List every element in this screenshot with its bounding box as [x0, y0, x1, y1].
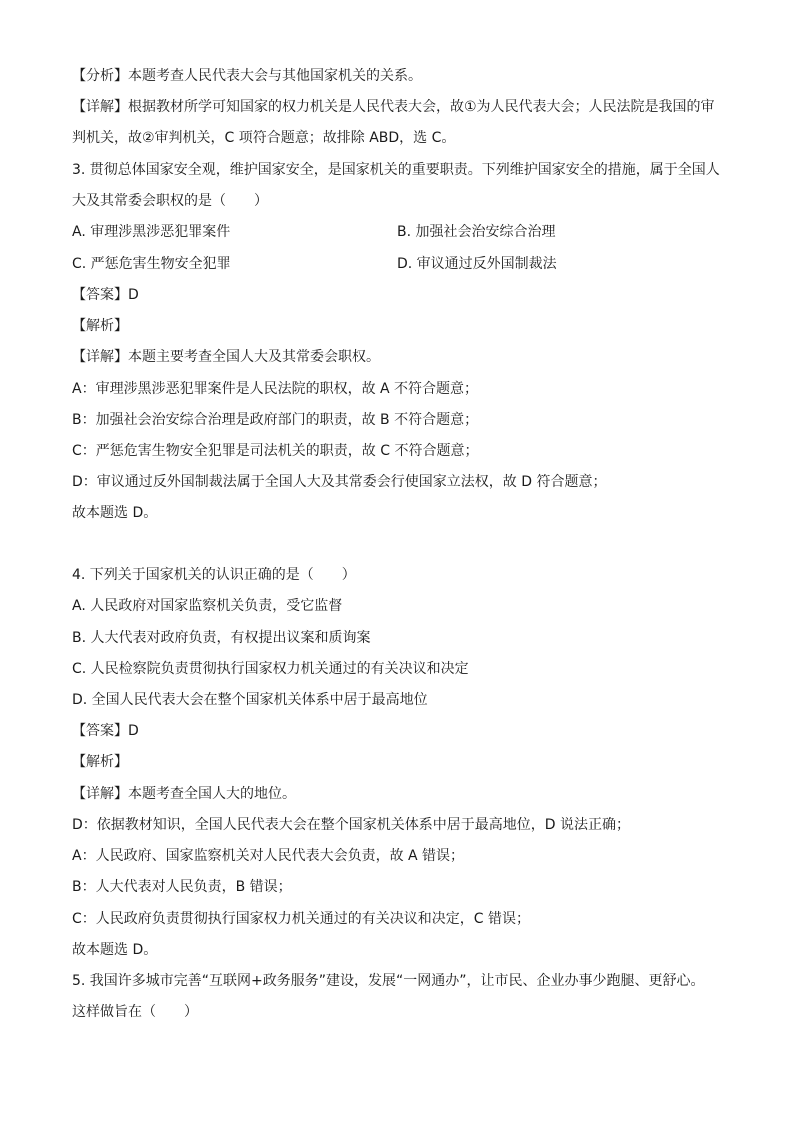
q3-detail-intro: 【详解】本题主要考查全国人大及其常委会职权。	[72, 349, 380, 365]
q3-detail-c: C：严惩危害生物安全犯罪是司法机关的职责，故 C 不符合题意；	[72, 443, 479, 459]
q5-stem-line: 这样做旨在（ ）	[72, 1004, 198, 1020]
q3-analysis-heading: 【解析】	[72, 318, 128, 334]
q3-option-c: C. 严惩危害生物安全犯罪	[72, 256, 231, 272]
q4-detail-b: B：人大代表对人民负责，B 错误；	[72, 879, 292, 895]
q4-detail-c: C：人民政府负责贯彻执行国家权力机关通过的有关决议和决定，C 错误；	[72, 911, 530, 927]
q5-stem-line: 5. 我国许多城市完善“互联网+政务服务”建设，发展“一网通办”，让市民、企业办事少跑腿、更舒心。	[72, 973, 705, 989]
q3-detail-a: A：审理涉黑涉恶犯罪案件是人民法院的职权，故 A 不符合题意；	[72, 381, 479, 397]
q4-option-c: C. 人民检察院负责贯彻执行国家权力机关通过的有关决议和决定	[72, 661, 469, 677]
q4-conclusion: 故本题选 D。	[72, 942, 158, 958]
q4-answer: 【答案】D	[72, 723, 139, 739]
q3-stem-line: 大及其常委会职权的是（ ）	[72, 193, 268, 209]
q3-option-b: B. 加强社会治安综合治理	[397, 224, 556, 240]
q2-detail-line: 【详解】根据教材所学可知国家的权力机关是人民代表大会，故①为人民代表大会；人民法院是我国的审	[72, 99, 715, 115]
q2-analysis-line: 【分析】本题考查人民代表大会与其他国家机关的关系。	[72, 68, 422, 84]
q4-detail-a: A：人民政府、国家监察机关对人民代表大会负责，故 A 错误；	[72, 848, 465, 864]
q4-analysis-heading: 【解析】	[72, 754, 128, 770]
q4-option-a: A. 人民政府对国家监察机关负责，受它监督	[72, 598, 343, 614]
q3-conclusion: 故本题选 D。	[72, 505, 158, 521]
q3-detail-d: D：审议通过反外国制裁法属于全国人大及其常委会行使国家立法权，故 D 符合题意；	[72, 474, 607, 490]
q3-detail-b: B：加强社会治安综合治理是政府部门的职责，故 B 不符合题意；	[72, 412, 479, 428]
q3-stem-line: 3. 贯彻总体国家安全观，维护国家安全，是国家机关的重要职责。下列维护国家安全的措施，属于全国人	[72, 162, 720, 178]
q3-option-a: A. 审理涉黑涉恶犯罪案件	[72, 224, 231, 240]
q4-option-d: D. 全国人民代表大会在整个国家机关体系中居于最高地位	[72, 692, 428, 708]
q4-option-b: B. 人大代表对政府负责，有权提出议案和质询案	[72, 630, 371, 646]
q4-detail-intro: 【详解】本题考查全国人大的地位。	[72, 786, 296, 802]
q2-detail-line: 判机关，故②审判机关，C 项符合题意；故排除 ABD，选 C。	[72, 130, 456, 146]
q3-answer: 【答案】D	[72, 287, 139, 303]
q4-detail-d: D：依据教材知识，全国人民代表大会在整个国家机关体系中居于最高地位，D 说法正确；	[72, 817, 631, 833]
q4-stem: 4. 下列关于国家机关的认识正确的是（ ）	[72, 567, 356, 583]
q3-option-d: D. 审议通过反外国制裁法	[397, 256, 557, 272]
